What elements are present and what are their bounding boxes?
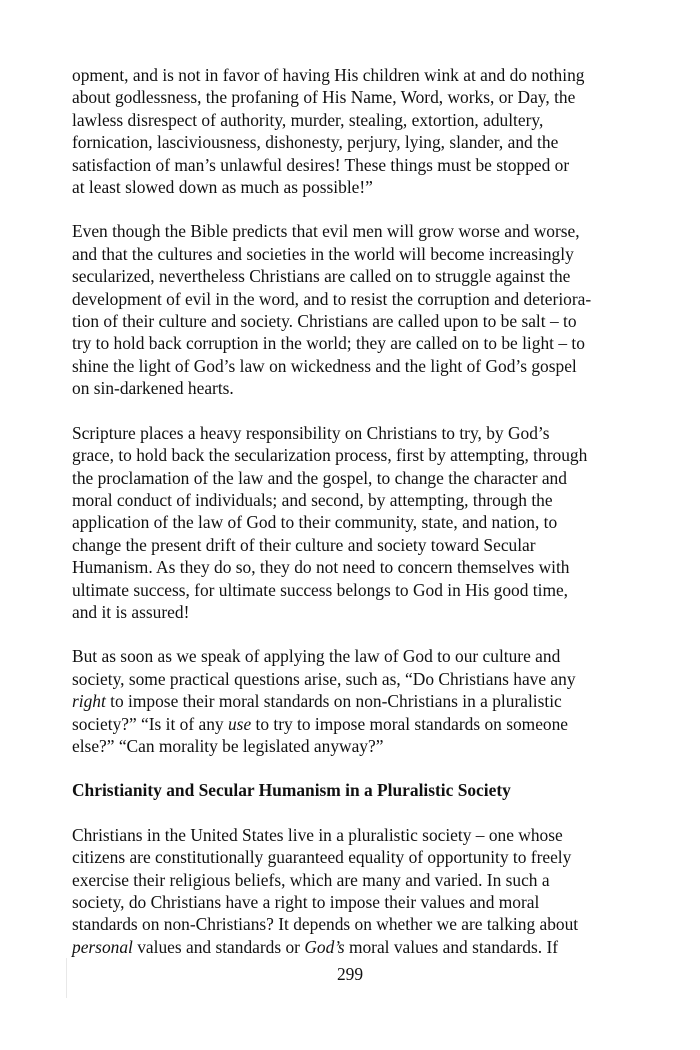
text-line — [72, 713, 624, 735]
text-run: to try to impose moral standards on someone — [251, 713, 569, 734]
text-line: Even though the Bible predicts that evil men will grow worse and worse, — [72, 221, 580, 242]
text-line: grace, to hold back the secularization process, first by attempting, through — [72, 445, 588, 466]
text-line: Scripture places a heavy responsibility on Christians to try, by God’s — [72, 422, 550, 443]
text-line: development of evil in the word, and to resist the corruption and deteriora- — [72, 288, 592, 309]
text-line: at least slowed down as much as possible!” — [72, 177, 373, 198]
text-line: change the present drift of their culture and society toward Secular — [72, 534, 536, 555]
text-line: standards on non-Christians? It depends on whether we are talking about — [72, 914, 579, 935]
italic-word: personal — [72, 936, 133, 957]
text-run: society?” “Is it of any — [72, 713, 228, 734]
text-line: ultimate success, for ultimate success belongs to God in His good time, — [72, 579, 569, 600]
text-run: moral values and standards. If — [344, 936, 559, 957]
text-line: lawless disrespect of authority, murder, stealing, extortion, adultery, — [72, 109, 544, 130]
text-line: society, do Christians have a right to impose their values and moral — [72, 892, 540, 912]
text-line — [72, 936, 624, 958]
text-line: Humanism. As they do so, they do not need to concern themselves with — [72, 557, 570, 578]
text-line: citizens are constitutionally guaranteed equality of opportunity to freely — [72, 847, 572, 868]
section-heading: Christianity and Secular Humanism in a Pluralistic Society — [72, 780, 511, 801]
italic-word: use — [227, 713, 252, 734]
page-number: 299 — [336, 964, 364, 984]
text-line: tion of their culture and society. Christians are called upon to be salt – to — [72, 311, 577, 332]
text-line: application of the law of God to their community, state, and nation, to — [72, 512, 558, 533]
paragraph-4 — [72, 645, 624, 757]
text-line: Christians in the United States live in a pluralistic society – one whose — [72, 824, 563, 845]
text-line: try to hold back corruption in the world; they are called on to be light – to — [72, 333, 585, 354]
paragraph-3 — [72, 422, 624, 624]
italic-word: right — [72, 691, 106, 712]
text-line: about godlessness, the profaning of His Name, Word, works, or Day, the — [72, 87, 576, 108]
text-line: opment, and is not in favor of having His children wink at and do nothing — [72, 65, 585, 85]
text-line: on sin-darkened hearts. — [72, 378, 234, 399]
text-line: moral conduct of individuals; and second, by attempting, through the — [72, 489, 553, 510]
text-column — [72, 64, 624, 980]
text-line: the proclamation of the law and the gospel, to change the character and — [72, 467, 567, 488]
text-line: and that the cultures and societies in the world will become increasingly — [72, 243, 574, 264]
text-line: society, some practical questions arise, such as, “Do Christians have any — [72, 668, 576, 689]
text-line: secularized, nevertheless Christians are called on to struggle against the — [72, 266, 571, 287]
text-line: satisfaction of man’s unlawful desires! These things must be stopped or — [72, 154, 570, 175]
paragraph-2 — [72, 220, 624, 399]
text-line: else?” “Can morality be legislated anyway?” — [72, 735, 384, 756]
paragraph-5 — [72, 824, 624, 958]
text-line — [72, 690, 624, 712]
italic-word: God’s — [304, 936, 345, 957]
text-line: shine the light of God’s law on wickedness and the light of God’s gospel — [72, 355, 577, 376]
text-run: values and standards or — [132, 936, 305, 957]
text-line: But as soon as we speak of applying the law of God to our culture and — [72, 646, 561, 667]
text-line: exercise their religious beliefs, which are many and varied. In such a — [72, 869, 550, 890]
text-line: fornication, lasciviousness, dishonesty, perjury, lying, slander, and the — [72, 132, 559, 153]
text-line: and it is assured! — [72, 601, 190, 622]
text-run: to impose their moral standards on non-Christians in a pluralistic — [105, 691, 562, 712]
paragraph-1 — [72, 64, 624, 198]
